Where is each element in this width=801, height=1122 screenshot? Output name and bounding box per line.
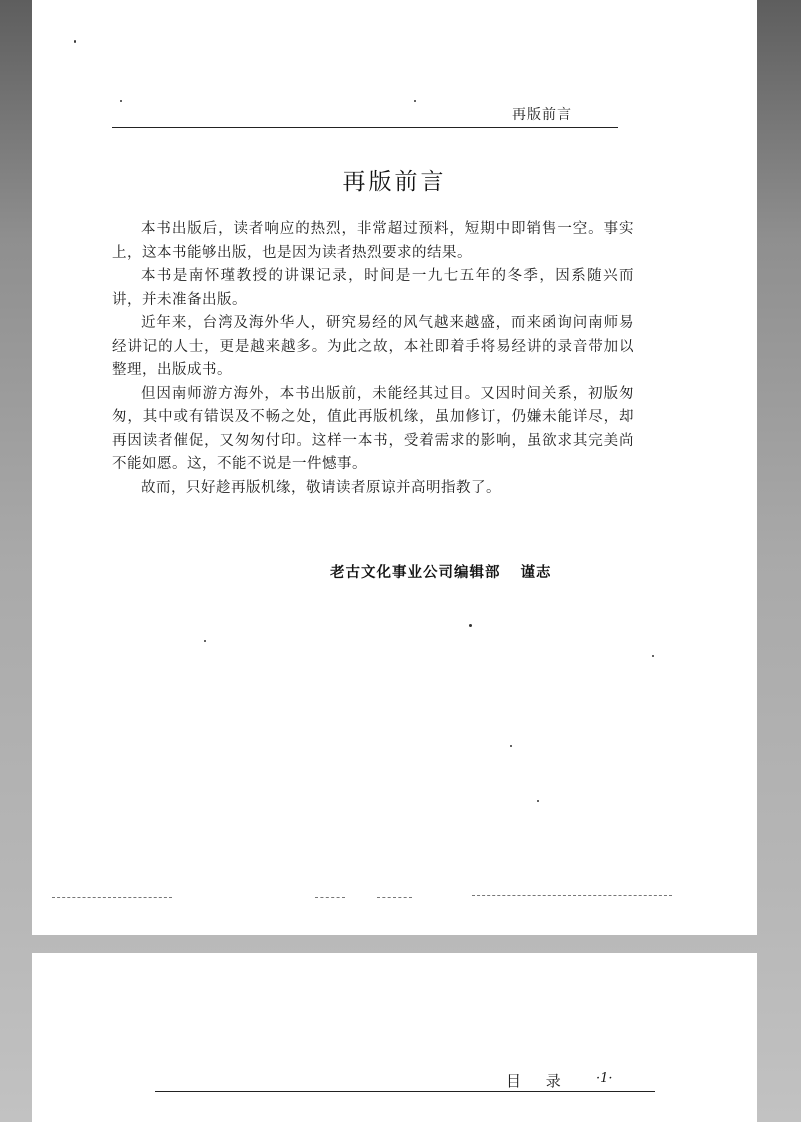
scan-speck	[120, 100, 122, 102]
footer-rule	[155, 1091, 655, 1092]
preface-paragraph: 近年来，台湾及海外华人，研究易经的风气越来越盛，而来函询问南师易经讲记的人士，更是越来越多。为此之故，本社即着手将易经讲的录音带加以整理，出版成书。	[112, 315, 634, 378]
page-number: ·1·	[596, 1071, 613, 1086]
scan-speck	[510, 745, 512, 747]
preface-paragraph: 但因南师游方海外，本书出版前，未能经其过目。又因时间关系，初版匆匆，其中或有错误及不畅之处，值此再版机缘，虽加修订，仍嫌未能详尽，却再因读者催促，又匆匆付印。这样一本书，受着需求的影响，虽欲求其完美尚不能如愿。这，不能不说是一件憾事。	[112, 385, 634, 472]
document-page-1	[32, 0, 757, 935]
page-title: 再版前言	[342, 169, 447, 195]
preface-body	[112, 218, 634, 500]
scan-streak	[52, 897, 172, 898]
header-rule	[112, 127, 618, 128]
toc-heading: 目 录	[506, 1072, 571, 1090]
scan-speck	[652, 655, 654, 657]
scan-streak	[377, 897, 412, 898]
scan-speck	[469, 624, 472, 627]
scan-speck	[537, 800, 539, 802]
scan-streak	[315, 897, 345, 898]
preface-paragraph: 本书是南怀瑾教授的讲课记录，时间是一九七五年的冬季，因系随兴而讲，并未准备出版。	[112, 268, 634, 308]
editorial-signature: 老古文化事业公司编辑部 谨志	[330, 565, 552, 581]
preface-paragraph: 故而，只好趁再版机缘，敬请读者原谅并高明指教了。	[141, 479, 501, 496]
scan-streak	[472, 895, 672, 896]
preface-paragraph: 本书出版后，读者响应的热烈，非常超过预料，短期中即销售一空。事实上，这本书能够出版，也是因为读者热烈要求的结果。	[112, 221, 634, 261]
scan-speck	[74, 40, 76, 43]
scan-speck	[414, 100, 416, 102]
document-page-2	[32, 953, 757, 1122]
scan-speck	[204, 640, 206, 642]
running-header: 再版前言	[512, 107, 572, 123]
